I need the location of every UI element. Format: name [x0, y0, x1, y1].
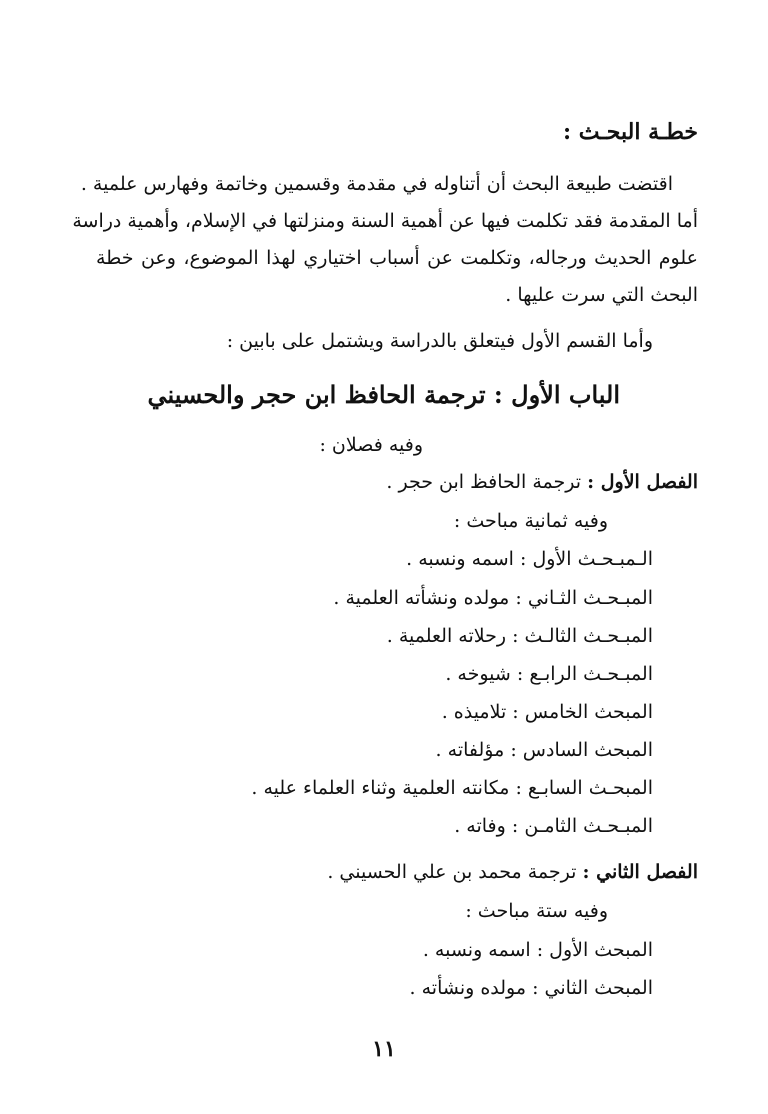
intro-line-1: اقتضت طبيعة البحث أن أتناوله في مقدمة وقسمين وخاتمة وفهارس علمية .	[80, 173, 673, 195]
intro-line-4: البحث التي سرت عليها .	[505, 284, 698, 306]
topic-label: المبـحـث الرابـع :	[516, 663, 653, 685]
topic-label: المبـحـث الثالـث :	[512, 625, 653, 647]
ch1-topic-2	[333, 584, 653, 612]
topic-label: المبحث الخامس :	[512, 701, 653, 723]
chapter-two-heading	[327, 858, 698, 886]
topic-label: المبحث الأول :	[536, 939, 653, 961]
topic-label: المبحث الثاني :	[532, 977, 653, 999]
chapter-one-heading	[386, 468, 698, 496]
chapter-two-topics-intro: وفيه ستة مباحث :	[465, 900, 608, 922]
topic-text: اسمه ونسبه .	[406, 548, 514, 570]
ch1-topic-8	[454, 812, 653, 840]
ch2-topic-1	[423, 936, 653, 964]
topic-text: مولده ونشأته العلمية .	[333, 587, 510, 609]
topic-label: المبحـث السابـع :	[515, 777, 653, 799]
chapter-one-label: الفصل الأول :	[587, 471, 698, 493]
topic-text: شيوخه .	[445, 663, 511, 685]
ch2-topic-2	[410, 974, 653, 1002]
topic-label: المبحث السادس :	[510, 739, 653, 761]
ch1-topic-1	[406, 545, 653, 573]
topic-text: رحلاته العلمية .	[386, 625, 507, 647]
chapter-two-label: الفصل الثاني :	[582, 861, 698, 883]
topic-label: المبـحـث الثـاني :	[515, 587, 653, 609]
topic-label: المبـحـث الثامـن :	[511, 815, 653, 837]
topic-text: مكانته العلمية وثناء العلماء عليه .	[251, 777, 510, 799]
intro-line-3: علوم الحديث ورجاله، وتكلمت عن أسباب اختياري لهذا الموضوع، وعن خطة	[96, 247, 698, 269]
chapters-intro: وفيه فصلان :	[319, 434, 423, 456]
chapter-two-title: ترجمة محمد بن علي الحسيني .	[327, 861, 577, 883]
topic-text: تلاميذه .	[441, 701, 507, 723]
ch1-topic-5	[442, 698, 653, 726]
topic-text: وفاته .	[454, 815, 506, 837]
topic-text: اسمه ونسبه .	[422, 939, 531, 961]
ch1-topic-3	[387, 622, 653, 650]
section-one-intro: وأما القسم الأول فيتعلق بالدراسة ويشتمل على بابين :	[226, 330, 653, 352]
ch1-topic-4	[445, 660, 653, 688]
topic-label: الـمبـحـث الأول :	[520, 548, 653, 570]
topic-text: مولده ونشأته .	[409, 977, 527, 999]
plan-heading: خطـة البحـث :	[562, 119, 698, 145]
chapter-one-title: ترجمة الحافظ ابن حجر .	[386, 471, 582, 493]
chapter-one-topics-intro: وفيه ثمانية مباحث :	[453, 510, 608, 532]
part-one-title: الباب الأول : ترجمة الحافظ ابن حجر والحسيني	[147, 380, 620, 409]
page-number: ١١	[372, 1036, 396, 1062]
intro-line-2: أما المقدمة فقد تكلمت فيها عن أهمية السنة ومنزلتها في الإسلام، وأهمية دراسة	[72, 210, 698, 232]
ch1-topic-7	[251, 774, 653, 802]
topic-text: مؤلفاته .	[435, 739, 505, 761]
ch1-topic-6	[436, 736, 653, 764]
